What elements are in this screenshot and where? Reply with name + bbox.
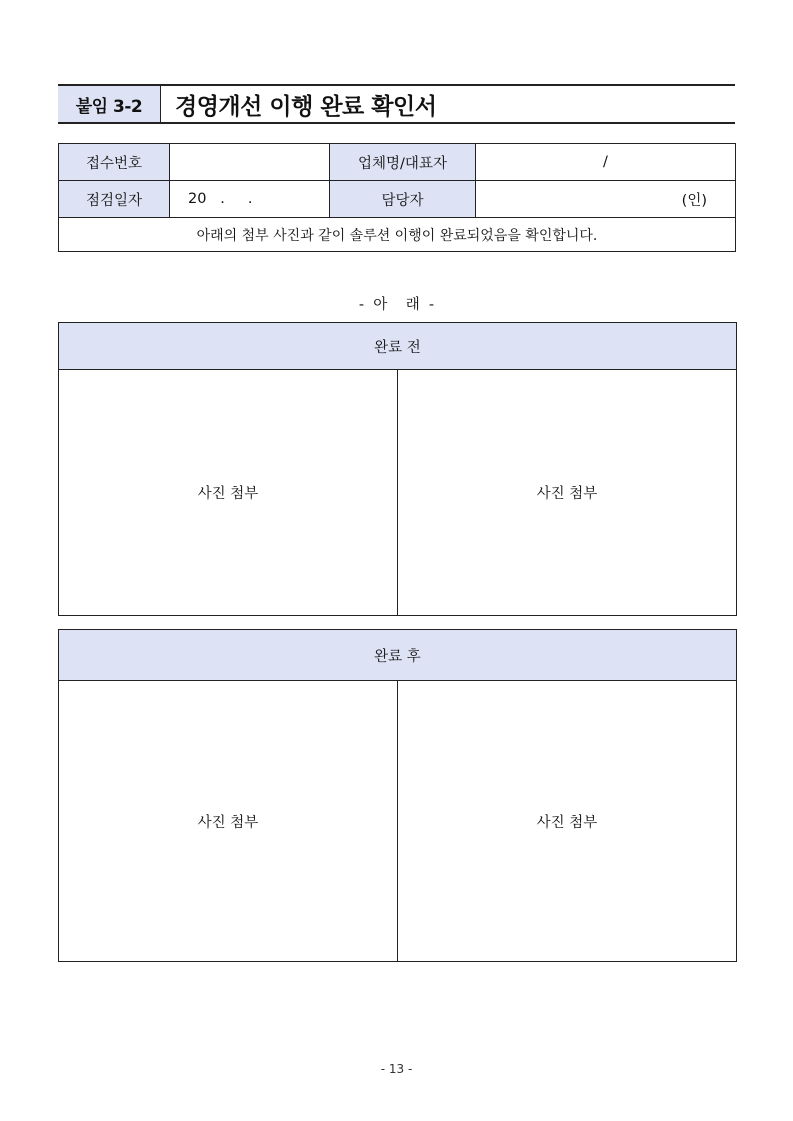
document-title: 경영개선 이행 완료 확인서	[175, 93, 437, 120]
photo-attach-label: 사진 첨부	[197, 814, 259, 831]
table-row	[59, 144, 736, 181]
page-number: - 13 -	[380, 1062, 413, 1076]
document-title-bar	[58, 84, 735, 124]
before-header: 완료 전	[59, 323, 736, 370]
before-photo-slot-2[interactable]	[397, 370, 736, 615]
receipt-no-label: 접수번호	[59, 144, 170, 181]
before-photo-slot-1[interactable]	[59, 370, 397, 615]
before-photo-row	[59, 370, 736, 615]
manager-label: 담당자	[330, 181, 476, 218]
section-marker: - 아 래 -	[358, 297, 435, 313]
appendix-tag: 붙임 3-2	[58, 86, 161, 122]
after-photo-box	[58, 629, 737, 962]
table-row	[59, 181, 736, 218]
receipt-no-field[interactable]	[170, 144, 330, 181]
after-header: 완료 후	[59, 630, 736, 681]
photo-attach-label: 사진 첨부	[536, 486, 598, 502]
inspection-date-label: 점검일자	[59, 181, 170, 218]
company-field[interactable]: /	[476, 144, 736, 181]
before-photo-box	[58, 322, 737, 616]
confirmation-notice: 아래의 첨부 사진과 같이 솔루션 이행이 완료되었음을 확인합니다.	[59, 218, 736, 252]
inspection-date-field[interactable]	[170, 181, 330, 218]
info-table	[58, 143, 736, 252]
photo-attach-label: 사진 첨부	[536, 814, 598, 831]
manager-field[interactable]: (인)	[476, 181, 736, 218]
after-photo-slot-1[interactable]	[59, 681, 397, 961]
after-photo-row	[59, 681, 736, 961]
company-label: 업체명/대표자	[330, 144, 476, 181]
after-photo-slot-2[interactable]	[397, 681, 736, 961]
table-row	[59, 218, 736, 252]
photo-attach-label: 사진 첨부	[197, 486, 259, 502]
inspection-date-value: 20 . .	[188, 191, 253, 207]
